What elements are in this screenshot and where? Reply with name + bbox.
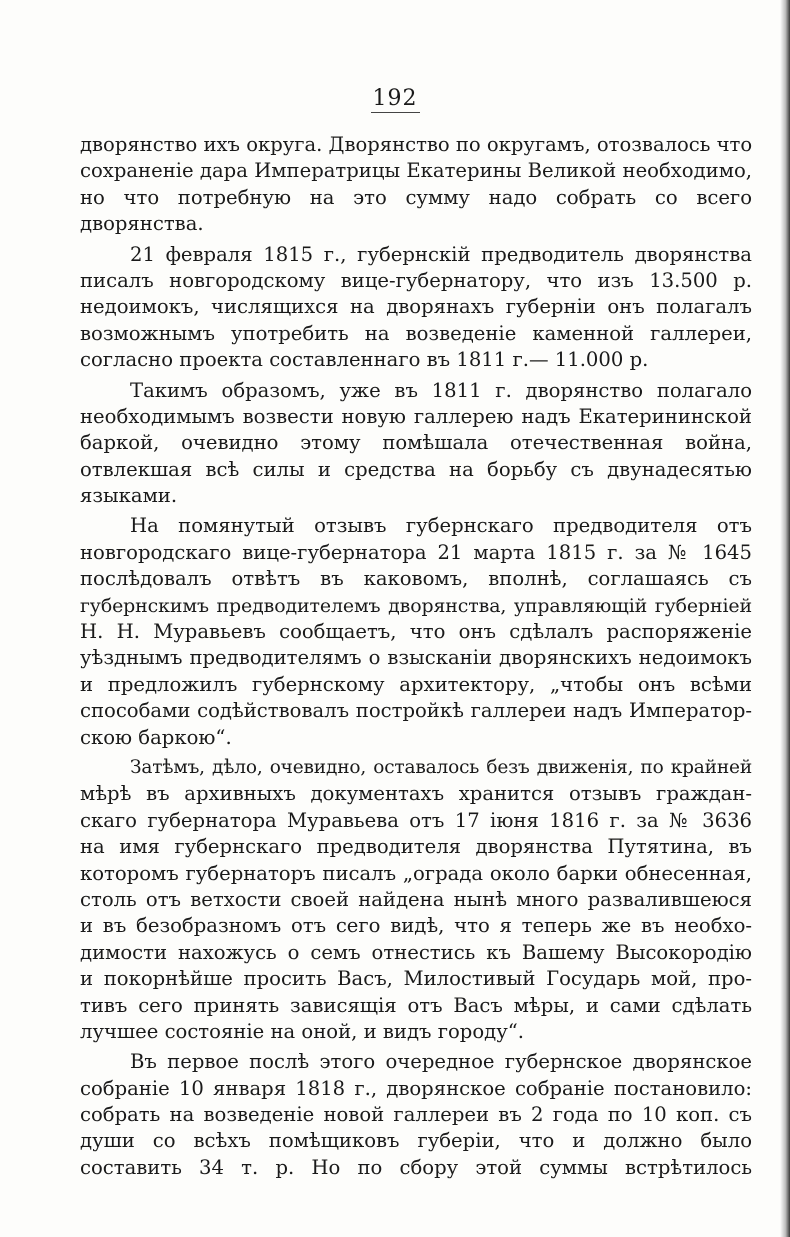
text-line: Затѣмъ, дѣло, очевидно, оставалось безъ движенія, по крайней (130, 756, 752, 778)
text-line: столь отъ ветхости своей найдена нынѣ много развалившеюся (80, 887, 752, 911)
text-line: мѣрѣ въ архивныхъ документахъ хранится отзывъ граждан- (80, 782, 752, 806)
text-line: согласно проекта составленнаго въ 1811 г.— 11.000 р. (80, 348, 649, 372)
text-line: новгородскаго вице-губернатора 21 марта 1815 г. за № 1645 (80, 540, 752, 564)
text-line: которомъ губернаторъ писалъ „ограда около барки обнесенная, (80, 861, 752, 885)
text-line: димости нахожусь о семъ отнестись къ Вашему Высокородію (80, 940, 752, 964)
text-line: тивъ сего принять зависящія отъ Васъ мѣры, и сами сдѣлать (80, 993, 752, 1017)
text-line: скаго губернатора Муравьева отъ 17 іюня 1816 г. за № 3636 (80, 808, 752, 832)
text-line: и предложилъ губернскому архитектору, „чтобы онъ всѣми (80, 672, 752, 696)
text-line: Такимъ образомъ, уже въ 1811 г. дворянство полагало (130, 378, 752, 402)
text-line: 21 февраля 1815 г., губернскій предводитель дворянства (130, 242, 752, 266)
text-line: языками. (80, 484, 178, 508)
text-line: и въ безобразномъ отъ сего видѣ, что я теперь же въ необхо- (80, 914, 752, 938)
text-line: губернскимъ предводителемъ дворянства, управляющій губерніей (80, 594, 752, 617)
text-line: собрать на возведеніе новой галлереи въ 2 года по 10 коп. съ (80, 1103, 752, 1127)
text-line: Въ первое послѣ этого очередное губернское дворянское (130, 1050, 752, 1074)
text-line: сохраненіе дара Императрицы Екатерины Великой необходимо, (80, 159, 752, 183)
text-line: души со всѣхъ помѣщиковъ губеріи, что и должно было (80, 1129, 752, 1153)
text-line: лучшее состояніе на оной, и видъ городу“. (80, 1019, 524, 1043)
page-edge-shadow (780, 0, 790, 1237)
text-line: дворянства. (80, 212, 204, 236)
text-line: собраніе 10 января 1818 г., дворянское собраніе постановило: (80, 1076, 752, 1100)
body-text (80, 132, 752, 1181)
text-line: дворянство ихъ округа. Дворянство по округамъ, отозвалось что (80, 133, 753, 156)
text-line: составить 34 т. р. Но по сбору этой суммы встрѣтилось (80, 1155, 752, 1179)
text-line: необходимымъ возвести новую галлерею надъ Екатерининской (80, 404, 752, 428)
text-line: но что потребную на это сумму надо собрать со всего (80, 185, 752, 209)
text-line: и покорнѣйше просить Васъ, Милостивый Государь мой, про- (80, 967, 752, 991)
text-line: послѣдовалъ отвѣтъ въ каковомъ, вполнѣ, соглашаясь съ (80, 567, 752, 591)
text-line: баркой, очевидно этому помѣшала отечественная война, (80, 431, 752, 455)
text-line: Н. Н. Муравьевъ сообщаетъ, что онъ сдѣлалъ распоряженіе (80, 620, 752, 644)
text-line: скою баркою“. (80, 725, 232, 749)
text-line: возможнымъ употребить на возведеніе каменной галлереи, (80, 321, 752, 345)
text-line: писалъ новгородскому вице-губернатору, что изъ 13.500 р. (80, 268, 752, 292)
text-line: уѣзднымъ предводителямъ о взысканіи дворянскихъ недоимокъ (80, 646, 752, 670)
text-line: отвлекшая всѣ силы и средства на борьбу съ двунадесятью (80, 457, 752, 481)
text-line: На помянутый отзывъ губернскаго предводителя отъ (130, 514, 752, 538)
text-line: недоимокъ, числящихся на дворянахъ губерніи онъ полагалъ (80, 295, 752, 319)
text-line: на имя губернскаго предводителя дворянства Путятина, въ (80, 835, 752, 859)
page-number: 192 (372, 86, 418, 111)
text-line: способами содѣйствовалъ постройкѣ галлереи надъ Император- (80, 699, 752, 723)
